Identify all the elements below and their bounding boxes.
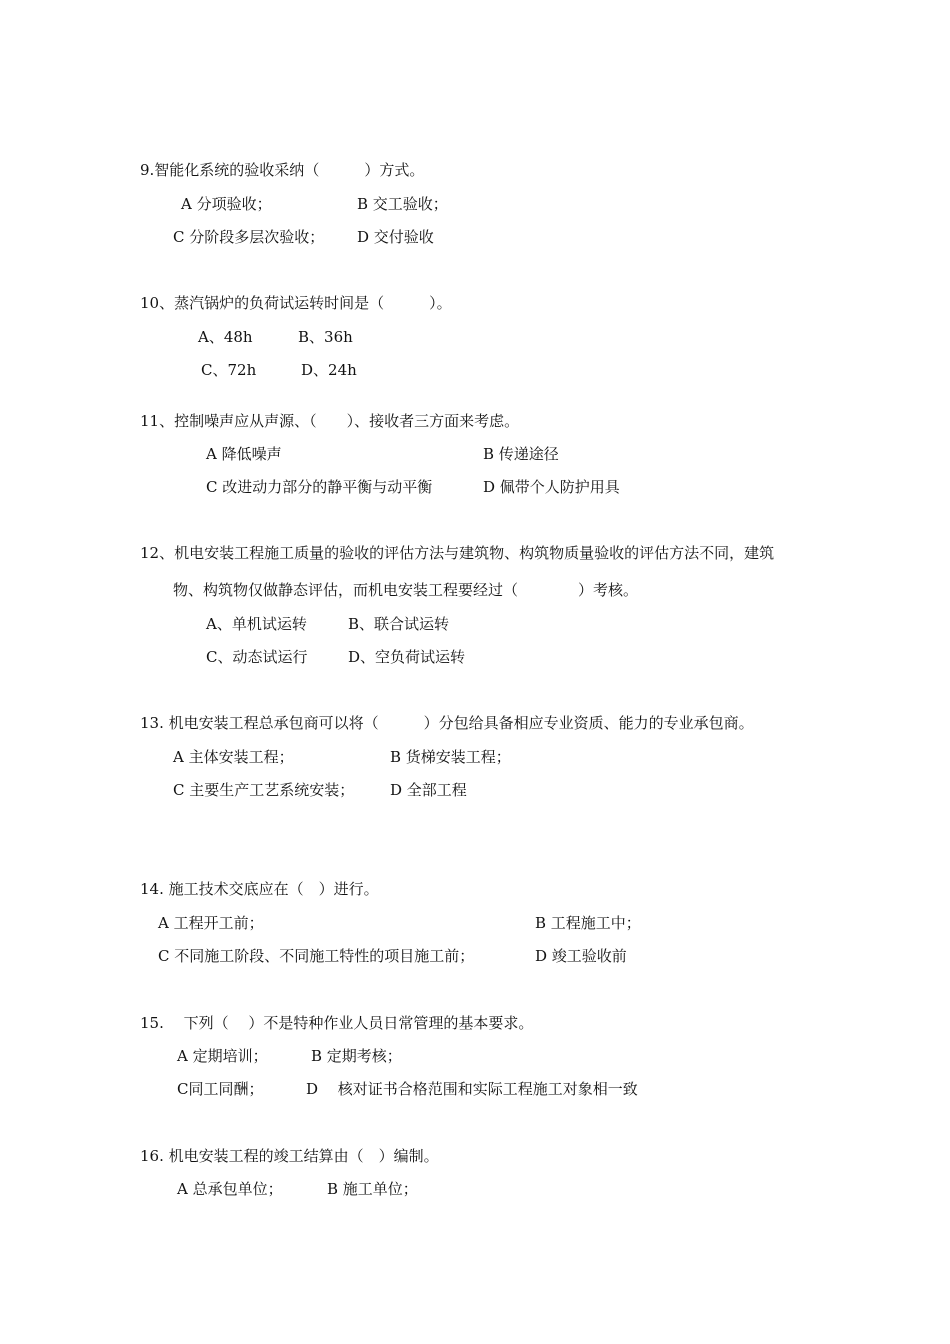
question-13-option-a: A 主体安装工程； xyxy=(173,748,294,766)
question-13-option-c: C 主要生产工艺系统安装； xyxy=(173,781,355,799)
question-10-option-b: B、36h xyxy=(298,328,353,346)
question-9-option-c: C 分阶段多层次验收； xyxy=(173,228,325,246)
question-14-option-d: D 竣工验收前 xyxy=(535,947,627,965)
question-9-option-a: A 分项验收； xyxy=(181,195,272,213)
question-16-option-a: A 总承包单位； xyxy=(177,1180,283,1198)
question-9-option-d: D 交付验收 xyxy=(357,228,434,246)
question-15-option-c: C同工同酬； xyxy=(177,1080,264,1098)
question-13-option-d: D 全部工程 xyxy=(390,781,467,799)
question-12-stem: 12、机电安装工程施工质量的验收的评估方法与建筑物、构筑物质量验收的评估方法不同，建筑 xyxy=(140,544,775,562)
question-15-option-b: B 定期考核； xyxy=(311,1047,402,1065)
question-14-option-a: A 工程开工前； xyxy=(158,914,264,932)
question-12-stem-continued: 物、构筑物仅做静态评估，而机电安装工程要经过（ ）考核。 xyxy=(173,581,639,599)
question-12-option-a: A、单机试运转 xyxy=(206,615,307,633)
question-15-option-d: D 核对证书合格范围和实际工程施工对象相一致 xyxy=(306,1080,638,1098)
question-9-option-b: B 交工验收； xyxy=(357,195,448,213)
question-11-stem: 11、控制噪声应从声源、（ ）、接收者三方面来考虑。 xyxy=(140,412,520,430)
question-9-stem: 9.智能化系统的验收采纳（ ）方式。 xyxy=(140,161,425,179)
question-10-stem: 10、蒸汽锅炉的负荷试运转时间是（ ）。 xyxy=(140,294,452,312)
question-15-stem: 15. 下列（ ）不是特种作业人员日常管理的基本要求。 xyxy=(140,1014,534,1032)
question-14-option-c: C 不同施工阶段、不同施工特性的项目施工前； xyxy=(158,947,475,965)
question-10-option-a: A、48h xyxy=(198,328,253,346)
question-10-option-d: D、24h xyxy=(301,361,357,379)
question-13-option-b: B 货梯安装工程； xyxy=(390,748,511,766)
question-14-stem: 14. 施工技术交底应在（ ）进行。 xyxy=(140,880,379,898)
question-15-option-a: A 定期培训； xyxy=(177,1047,268,1065)
question-12-option-d: D、空负荷试运转 xyxy=(348,648,466,666)
question-11-option-a: A 降低噪声 xyxy=(206,445,282,463)
question-11-option-b: B 传递途径 xyxy=(483,445,559,463)
question-16-option-b: B 施工单位； xyxy=(327,1180,418,1198)
question-12-option-b: B、联合试运转 xyxy=(348,615,450,633)
question-11-option-c: C 改进动力部分的静平衡与动平衡 xyxy=(206,478,433,496)
question-10-option-c: C、72h xyxy=(201,361,257,379)
question-16-stem: 16. 机电安装工程的竣工结算由（ ）编制。 xyxy=(140,1147,439,1165)
question-11-option-d: D 佩带个人防护用具 xyxy=(483,478,620,496)
question-13-stem: 13. 机电安装工程总承包商可以将（ ）分包给具备相应专业资质、能力的专业承包商。 xyxy=(140,714,754,732)
question-12-option-c: C、动态试运行 xyxy=(206,648,308,666)
question-14-option-b: B 工程施工中； xyxy=(535,914,641,932)
